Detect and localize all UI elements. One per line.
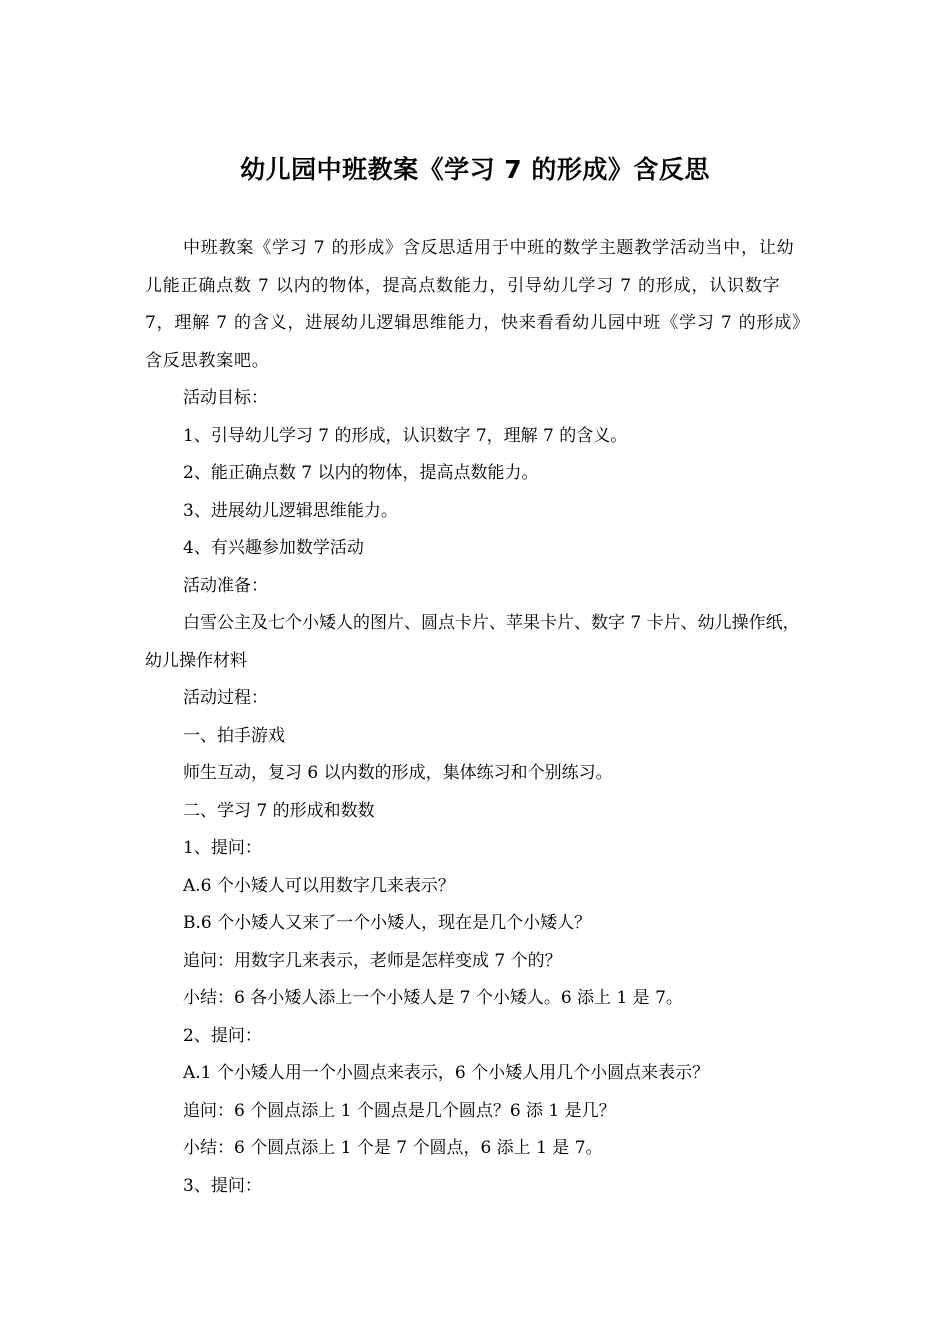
- section-heading-process: 活动过程：: [183, 688, 268, 708]
- process-step-heading: 二、学习 7 的形成和数数: [183, 800, 375, 821]
- question-heading: 2、提问：: [183, 1025, 262, 1046]
- question-item: A.6 个小矮人可以用数字几来表示？: [183, 875, 455, 896]
- document-body: [145, 230, 810, 1205]
- section-heading-objectives: 活动目标：: [183, 388, 268, 408]
- objective-item: 2、能正确点数 7 以内的物体，提高点数能力。: [183, 463, 539, 483]
- document-title: 幼儿园中班教案《学习 7 的形成》含反思: [240, 155, 710, 184]
- process-step-heading: 一、拍手游戏: [183, 725, 285, 746]
- follow-up-question: 追问：用数字几来表示，老师是怎样变成 7 个的？: [183, 950, 562, 971]
- section-heading-preparation: 活动准备：: [183, 575, 268, 596]
- question-heading: 3、提问：: [183, 1175, 262, 1196]
- preparation-paragraph: 白雪公主及七个小矮人的图片、圆点卡片、苹果卡片、数字 7 卡片、幼儿操作纸，幼儿操作材料: [145, 613, 800, 671]
- process-paragraph: 师生互动，复习 6 以内数的形成，集体练习和个别练习。: [183, 763, 613, 783]
- follow-up-question: 追问：6 个圆点添上 1 个圆点是几个圆点？6 添 1 是几？: [183, 1100, 616, 1121]
- objective-item: 4、有兴趣参加数学活动: [183, 538, 364, 558]
- objective-item: 1、引导幼儿学习 7 的形成，认识数字 7，理解 7 的含义。: [183, 425, 628, 446]
- intro-paragraph: 中班教案《学习 7 的形成》含反思适用于中班的数学主题教学活动当中，让幼儿能正确点数 7 以内的物体，提高点数能力，引导幼儿学习 7 的形成，认识数字 7，理解 7 的含义，进展幼儿逻辑思维能力，快来看看幼儿园中班《学习 7 的形成》含反思教案吧。: [145, 238, 810, 371]
- summary-paragraph: 小结：6 各小矮人添上一个小矮人是 7 个小矮人。6 添上 1 是 7。: [183, 988, 683, 1008]
- question-item: A.1 个小矮人用一个小圆点来表示，6 个小矮人用几个小圆点来表示？: [183, 1063, 710, 1083]
- objective-item: 3、进展幼儿逻辑思维能力。: [183, 500, 398, 521]
- summary-paragraph: 小结：6 个圆点添上 1 个是 7 个圆点，6 添上 1 是 7。: [183, 1138, 603, 1158]
- question-heading: 1、提问：: [183, 838, 262, 858]
- question-item: B.6 个小矮人又来了一个小矮人，现在是几个小矮人？: [183, 913, 592, 933]
